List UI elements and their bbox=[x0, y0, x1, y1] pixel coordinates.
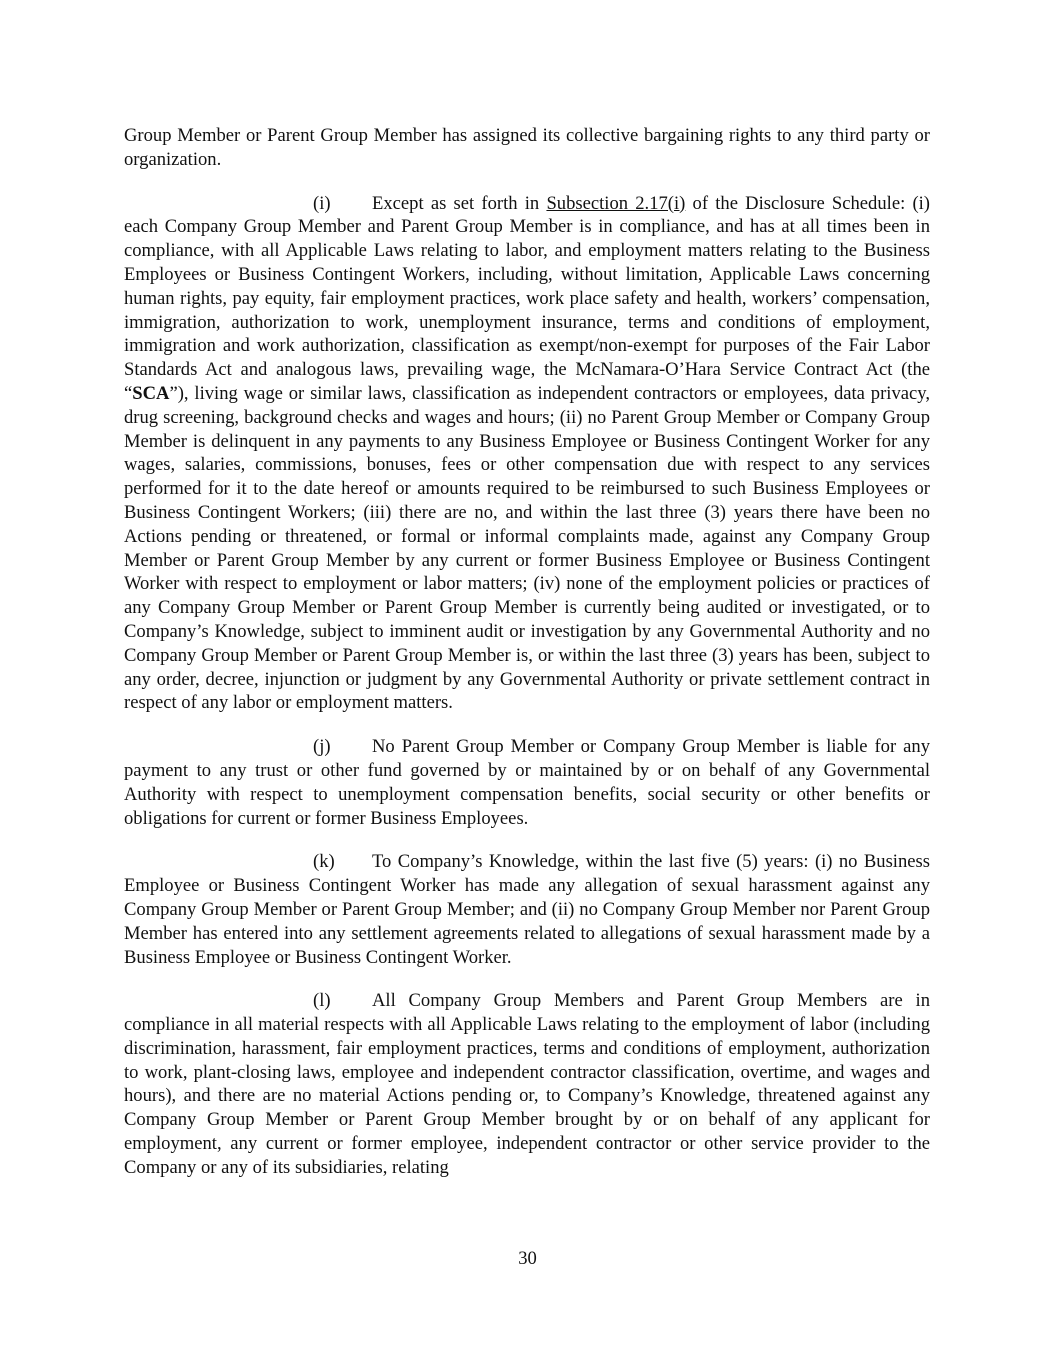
page-number: 30 bbox=[518, 1248, 537, 1269]
section-i-text-after-ref: of the Disclosure Schedule: (i) each Company Group Member and Parent Group Member is in compliance, and has at all times been in compliance, with all Applicable Laws relating to labor, and employment matters relating to the Business Employees or Business Contingent Workers, including, without limitation, Applicable Laws concerning human rights, pay equity, fair employment practices, work place safety and health, workers’ compensation, immigration, authorization to work, unemployment insurance, terms and conditions of employment, immigration and work authorization, classification as exempt/non-exempt for purposes of the Fair Labor Standards Act and analogous laws, prevailing wage, the McNamara-O’Hara Service Contract Act (the “ bbox=[124, 192, 930, 404]
section-j-text: No Parent Group Member or Company Group Member is liable for any payment to any trust or other fund governed by or maintained by or on behalf of any Governmental Authority with respect to unemployment compensation benefits, social security or other benefits or obligations for current or former Business Employees. bbox=[124, 736, 930, 829]
section-i-label: (i) bbox=[313, 192, 331, 214]
section-j-label: (j) bbox=[313, 736, 331, 758]
document-page bbox=[124, 124, 930, 1200]
section-l-label: (l) bbox=[313, 990, 331, 1012]
section-k-text: To Company’s Knowledge, within the last five (5) years: (i) no Business Employee or Business Contingent Worker has made any allegation of sexual harassment against any Company Group Member or Parent Group Member; and (ii) no Company Group Member nor Parent Group Member has entered into any settlement agreements related to allegations of sexual harassment made by a Business Employee or Business Contingent Worker. bbox=[124, 851, 930, 968]
defined-term-sca: SCA bbox=[132, 382, 170, 404]
section-i-text-after-term: ”), living wage or similar laws, classification as independent contractors or employees, data privacy, drug screening, background checks and wages and hours; (ii) no Parent Group Member or Company Group Member is delinquent in any payments to any Business Employee or Business Contingent Worker for any wages, salaries, commissions, bonuses, fees or other compensation due with respect to any services performed for it to the date hereof or amounts required to be reimbursed to such Business Employees or Business Contingent Workers; (iii) there are no, and within the last three (3) years there have been no Actions pending or threatened, or formal or informal complaints made, against any Company Group Member or Parent Group Member by any current or former Business Employee or Business Contingent Worker with respect to employment or labor matters; (iv) none of the employment policies or practices of any Company Group Member or Parent Group Member is currently being audited or investigated, or to Company’s Knowledge, subject to imminent audit or investigation by any Governmental Authority and no Company Group Member or Parent Group Member is, or within the last three (3) years has been, subject to any order, decree, injunction or judgment by any Governmental Authority or private settlement contract in respect of any labor or employment matters. bbox=[124, 382, 930, 714]
section-l-paragraph bbox=[124, 989, 930, 1179]
section-k-paragraph bbox=[124, 850, 930, 969]
section-k-label: (k) bbox=[313, 851, 335, 873]
section-l-text: All Company Group Members and Parent Group Members are in compliance in all material respects with all Applicable Laws relating to the employment of labor (including discrimination, harassment, fair employment practices, terms and conditions of employment, authorization to work, plant-closing laws, employee and independent contractor classification, overtime, and wages and hours), and there are no material Actions pending or, to Company’s Knowledge, threatened against any Company Group Member or Parent Group Member brought by or on behalf of any applicant for employment, any current or former employee, independent contractor or other service provider to the Company or any of its subsidiaries, relating bbox=[124, 990, 930, 1178]
section-i-paragraph bbox=[124, 192, 930, 716]
disclosure-schedule-reference: Subsection 2.17(i) bbox=[546, 192, 686, 214]
section-i-text-before-ref: Except as set forth in bbox=[372, 192, 547, 214]
section-j-paragraph bbox=[124, 735, 930, 830]
continuation-paragraph: Group Member or Parent Group Member has assigned its collective bargaining rights to any third party or organization. bbox=[124, 125, 930, 170]
